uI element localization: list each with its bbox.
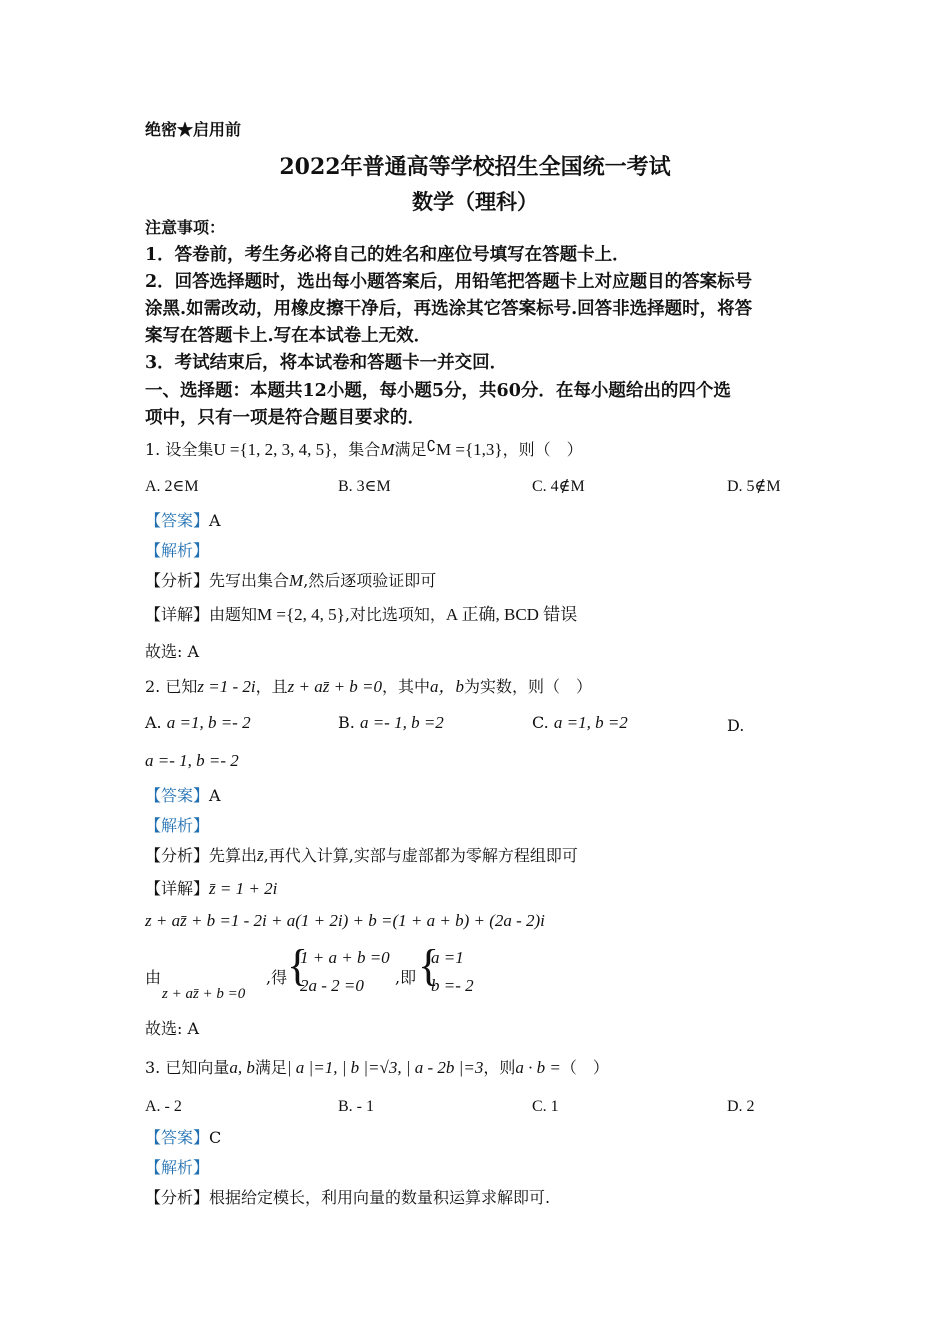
- q2-option-c-text: a =1, b =2: [553, 713, 628, 732]
- secret-label: 绝密★启用前: [145, 120, 242, 139]
- q2-fenxi-tag: 【分析】: [145, 846, 210, 865]
- q1-stem: [145, 437, 583, 460]
- q1-condition: M ={1,3}: [436, 440, 503, 459]
- q2-answer-value: A: [209, 786, 221, 805]
- q2-option-c: [532, 713, 628, 733]
- q1-option-b: B. 3∈M: [338, 478, 391, 495]
- q3-option-d: D. 2: [727, 1098, 755, 1115]
- q2-system2-eq2: b =- 2: [431, 976, 474, 995]
- q2-option-d-text: a =- 1, b =- 2: [145, 751, 239, 770]
- q3-mid2: ，则: [483, 1058, 516, 1077]
- section-1-line-2: 项中，只有一项是符合题目要求的．: [145, 408, 425, 428]
- q3-ab: a, b: [229, 1058, 255, 1077]
- q2-stem: [145, 677, 592, 697]
- q2-prefix: 2. 已知: [145, 677, 198, 696]
- q2-choose: 故选: A: [145, 1019, 200, 1038]
- q1-detail-c: A 正确, BCD 错误: [445, 605, 578, 624]
- q3-answer-value: C: [209, 1128, 222, 1147]
- q2-fenxi-b: ,再代入计算,实部与虚部都为零解方程组即可: [263, 846, 578, 865]
- q1-detail-a: 由题知: [209, 605, 258, 624]
- q2-system2-eq1: a =1: [431, 948, 464, 967]
- q2-fenxi-a: 先算出: [209, 846, 258, 865]
- q2-detail: [145, 879, 277, 899]
- q1-detail-math: M ={2, 4, 5}: [257, 605, 345, 624]
- q3-stem: [145, 1058, 609, 1078]
- q3-option-b: B. - 1: [338, 1098, 374, 1115]
- q3-dot: a · b =: [515, 1058, 561, 1077]
- q2-z-def: z =1 - 2i: [197, 677, 256, 696]
- q3-analysis-tag: 【解析】: [145, 1158, 210, 1177]
- q1-option-d: D. 5∉M: [727, 478, 781, 495]
- q2-ji: ,即: [395, 968, 417, 987]
- q2-system2-brace: {: [418, 941, 440, 990]
- q1-detail: [145, 605, 577, 625]
- q3-condition: | a |=1, | b |=√3, | a - 2b |=3: [286, 1058, 484, 1077]
- q1-choose: 故选: A: [145, 642, 200, 661]
- q2-fenxi: [145, 846, 578, 866]
- q2-option-b: [338, 713, 444, 733]
- q1-answer: [145, 511, 221, 531]
- q2-expansion: z + az̄ + b =1 - 2i + a(1 + 2i) + b =(1 + a + b) + (2a - 2)i: [145, 911, 545, 930]
- section-1-line-1: 一、选择题：本题共12小题，每小题5分，共60分．在每小题给出的四个选: [145, 381, 731, 401]
- q2-fenxi-z: z̄: [257, 846, 264, 865]
- q2-option-a: [145, 713, 251, 733]
- q3-prefix: 3. 已知向量: [145, 1058, 230, 1077]
- q1-fenxi-m: M: [289, 571, 304, 590]
- note-2-line-2: 涂黑.如需改动，用橡皮擦干净后，再选涂其它答案标号.回答非选择题时，将答: [145, 299, 753, 319]
- q1-option-c: C. 4∉M: [532, 478, 585, 495]
- q3-fenxi: [145, 1188, 550, 1208]
- q1-fenxi-b: ,然后逐项验证即可: [303, 571, 437, 590]
- q2-you-equation: z + az̄ + b =0: [162, 986, 246, 1002]
- q1-universal-set: U ={1, 2, 3, 4, 5}: [213, 440, 333, 459]
- q1-mid2: 满足: [394, 440, 427, 459]
- q3-mid: 满足: [254, 1058, 287, 1077]
- q3-option-c: C. 1: [532, 1098, 559, 1115]
- q1-option-a: A. 2∈M: [145, 478, 199, 495]
- q2-option-a-label: A.: [145, 713, 162, 732]
- q1-answer-tag: 【答案】: [145, 511, 210, 530]
- q2-equation: z + az̄ + b =0: [287, 677, 383, 696]
- q2-mid2: ，其中: [382, 677, 431, 696]
- q1-prefix: 1. 设全集: [145, 440, 214, 459]
- q1-detail-tag: 【详解】: [145, 605, 210, 624]
- q3-fenxi-tag: 【分析】: [145, 1188, 210, 1207]
- q2-detail-math: z̄ = 1 + 2i: [209, 879, 278, 898]
- q2-mid: ，且: [255, 677, 288, 696]
- q2-you: 由: [145, 968, 162, 987]
- q3-suffix: （ ）: [560, 1058, 609, 1077]
- q3-option-a: A. - 2: [145, 1098, 182, 1115]
- q3-fenxi-text: 根据给定模长，利用向量的数量积运算求解即可.: [209, 1188, 551, 1207]
- q2-option-d-label: D.: [727, 716, 745, 735]
- q2-option-c-label: C.: [532, 713, 549, 732]
- note-2-line-1: 2．回答选择题时，选出每小题答案后，用铅笔把答题卡上对应题目的答案标号: [145, 272, 753, 292]
- q1-fenxi-tag: 【分析】: [145, 571, 210, 590]
- q2-answer: [145, 786, 221, 806]
- q2-analysis-tag: 【解析】: [145, 816, 210, 835]
- q1-complement: ∁: [426, 439, 437, 455]
- q2-detail-tag: 【详解】: [145, 879, 210, 898]
- q2-option-b-label: B.: [338, 713, 355, 732]
- q1-answer-value: A: [209, 511, 221, 530]
- q2-ab: a，b: [430, 677, 465, 696]
- q3-answer: [145, 1128, 221, 1148]
- q1-suffix: ，则（ ）: [502, 440, 583, 459]
- q1-mid: ，集合: [332, 440, 381, 459]
- q2-de: ,得: [266, 968, 288, 987]
- q1-m: M: [380, 440, 395, 459]
- exam-title: 2022年普通高等学校招生全国统一考试: [279, 154, 671, 180]
- q2-answer-tag: 【答案】: [145, 786, 210, 805]
- q3-answer-tag: 【答案】: [145, 1128, 210, 1147]
- notes-heading: 注意事项：: [145, 218, 226, 237]
- note-2-line-3: 案写在答题卡上.写在本试卷上无效．: [145, 326, 432, 346]
- note-3: 3．考试结束后，将本试卷和答题卡一并交回．: [145, 353, 508, 373]
- q2-system1-brace: {: [287, 941, 309, 990]
- note-1: 1．答卷前，考生务必将自己的姓名和座位号填写在答题卡上．: [145, 245, 630, 265]
- exam-subtitle: 数学（理科）: [412, 189, 538, 214]
- q2-option-d: [145, 751, 239, 771]
- q2-system1-eq1: 1 + a + b =0: [300, 948, 390, 967]
- q2-system1-eq2: 2a - 2 =0: [300, 976, 364, 995]
- q1-detail-b: ,对比选项知，: [344, 605, 446, 624]
- q1-fenxi: [145, 571, 436, 591]
- q1-fenxi-a: 先写出集合: [209, 571, 290, 590]
- q2-option-b-text: a =- 1, b =2: [359, 713, 444, 732]
- q2-option-a-text: a =1, b =- 2: [166, 713, 251, 732]
- q1-analysis-tag: 【解析】: [145, 541, 210, 560]
- q2-suffix: 为实数，则（ ）: [464, 677, 593, 696]
